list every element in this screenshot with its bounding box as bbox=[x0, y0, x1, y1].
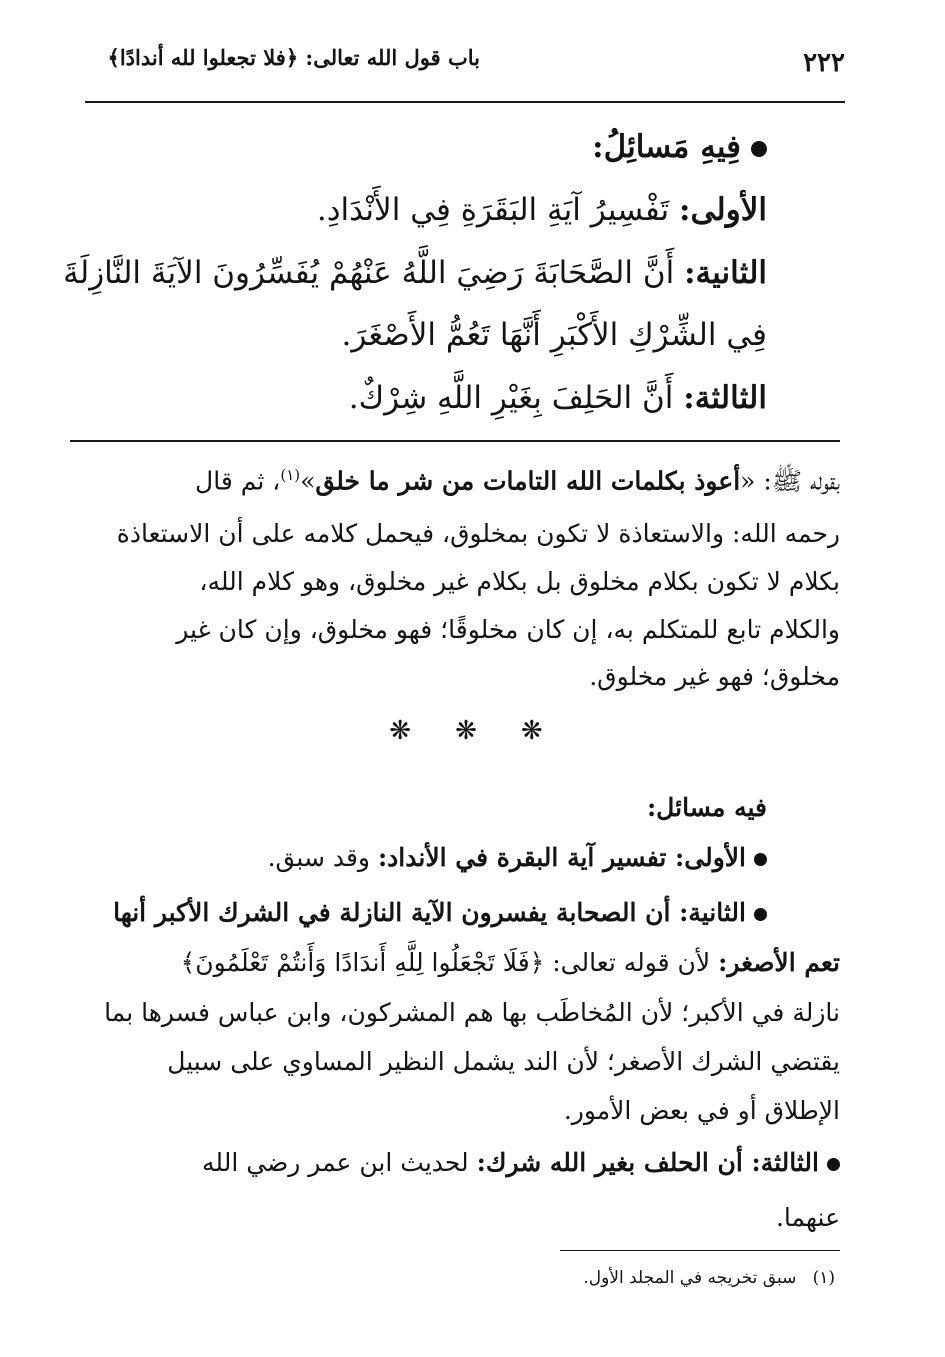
page-number: ٢٢٢ bbox=[803, 48, 845, 78]
matn-intro: فِيهِ مَسائِلُ: bbox=[592, 132, 767, 163]
masail-third-line-2: عنهما. bbox=[775, 1203, 840, 1232]
matn-item-1: الأولى: تَفْسِيرُ آيَةِ البَقَرَةِ فِي الأَنْدَادِ. bbox=[316, 192, 767, 228]
footnote-marker: (١) bbox=[812, 1268, 835, 1288]
bullet-icon bbox=[754, 853, 767, 866]
commentary-line-4: والكلام تابع للمتكلم به، إن كان مخلوقًا؛ فهو مخلوق، وإن كان غير bbox=[176, 615, 840, 644]
footnote-ref: (١) bbox=[280, 466, 301, 484]
masail-second-line-4: يقتضي الشرك الأصغر؛ لأن الند يشمل النظير المساوي على سبيل bbox=[167, 1047, 840, 1076]
commentary-line-3: بكلام لا تكون بكلام مخلوق بل بكلام غير مخلوق، وهو كلام الله، bbox=[199, 567, 840, 596]
section-rule bbox=[70, 440, 840, 442]
commentary-line-1: بقوله ﷺ: «أعوذ بكلمات الله التامات من شر ما خلق»$^{(١)}$، ثم قال bbox=[195, 466, 840, 496]
masail-second: الثانية: أن الصحابة يفسرون الآية النازلة في الشرك الأكبر أنها bbox=[113, 900, 767, 925]
masail-second-line-3: نازلة في الأكبر؛ لأن المُخاطَب بها هم المشركون، وابن عباس فسرها بما bbox=[104, 998, 840, 1027]
footnote bbox=[583, 1268, 835, 1288]
masail-intro: فيه مسائل: bbox=[646, 793, 767, 822]
masail-third: الثالثة: أن الحلف بغير الله شرك: لحديث ابن عمر رضي الله bbox=[202, 1150, 840, 1175]
footnote-rule bbox=[560, 1250, 840, 1251]
footnote-text: سبق تخريجه في المجلد الأول. bbox=[583, 1268, 797, 1288]
bullet-icon bbox=[827, 1158, 840, 1171]
bullet-icon bbox=[754, 908, 767, 921]
header-rule bbox=[85, 101, 845, 103]
running-title: باب قول الله تعالى: ﴿فلا تجعلوا لله أندادًا﴾ bbox=[107, 45, 480, 70]
star-icon: ❋ bbox=[455, 716, 477, 746]
matn-item-2: الثانية: أَنَّ الصَّحَابَةَ رَضِيَ اللَّهُ عَنْهُمْ يُفَسِّرُونَ الآيَةَ النَّازِلَةَ bbox=[63, 255, 767, 291]
matn-item-3: الثالثة: أَنَّ الحَلِفَ بِغَيْرِ اللَّهِ شِرْكٌ. bbox=[348, 380, 767, 416]
masail-second-line-5: الإطلاق أو في بعض الأمور. bbox=[563, 1096, 840, 1125]
commentary-line-2: رحمه الله: والاستعاذة لا تكون بمخلوق، فيحمل كلامه على أن الاستعاذة bbox=[116, 519, 840, 548]
star-icon: ❋ bbox=[520, 716, 543, 746]
masail-first: الأولى: تفسير آية البقرة في الأنداد: وقد سبق. bbox=[268, 845, 767, 870]
commentary-line-5: مخلوق؛ فهو غير مخلوق. bbox=[589, 662, 840, 691]
star-icon: ❋ bbox=[389, 716, 412, 746]
masail-second-line-2: تعم الأصغر: لأن قوله تعالى: ﴿فَلَا تَجْعَلُوا لِلَّهِ أَندَادًا وَأَنتُمْ تَعْلَمُونَ﴾ bbox=[180, 948, 840, 977]
matn-item-2-cont: فِي الشِّرْكِ الأَكْبَرِ أَنَّهَا تَعُمُّ الأَصْغَرَ. bbox=[341, 317, 767, 353]
star-separator bbox=[366, 716, 566, 746]
bullet-icon bbox=[751, 141, 767, 157]
